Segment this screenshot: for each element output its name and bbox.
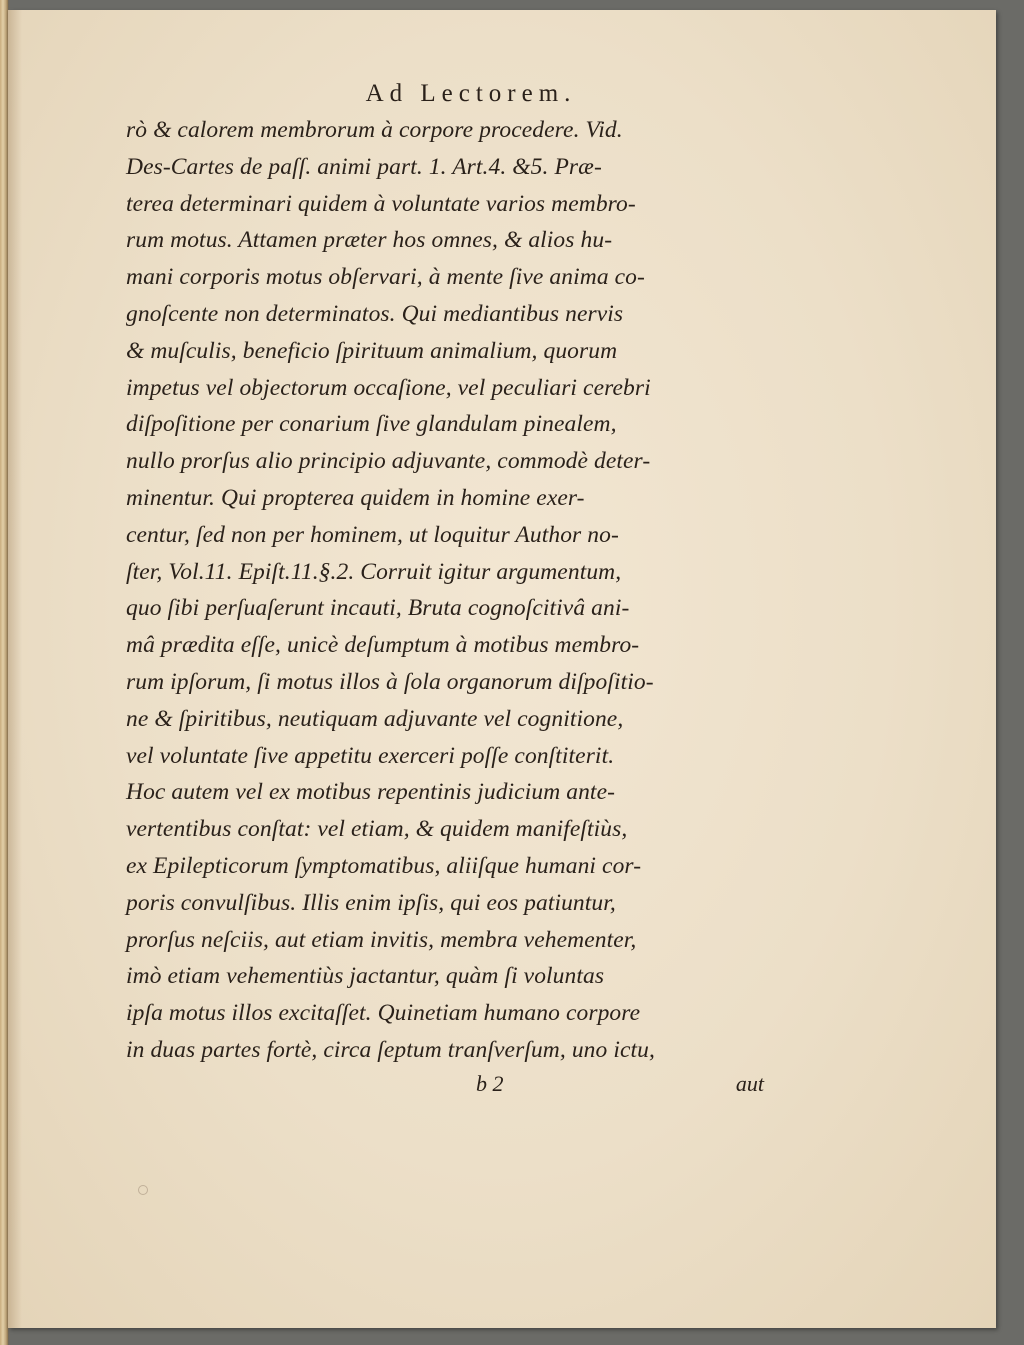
text-line: imò etiam vehementiùs jactantur, quàm ſi voluntas xyxy=(126,963,605,990)
text-line: centur, ſed non per hominem, ut loquitur Author no- xyxy=(126,521,619,548)
text-line: nullo prorſus alio principio adjuvante, commodè deter- xyxy=(126,448,651,475)
paper-speck xyxy=(138,1185,148,1195)
text-line: & muſculis, beneficio ſpirituum animalium, quorum xyxy=(126,337,618,364)
text-line: diſpoſitione per conarium ſive glandulam pinealem, xyxy=(126,411,617,438)
text-line: impetus vel objectorum occaſione, vel peculiari cerebri xyxy=(126,374,651,401)
text-line: rum ipſorum, ſi motus illos à ſola organorum diſpoſitio- xyxy=(126,668,654,695)
text-line: mâ prædita eſſe, unicè deſumptum à motibus membro- xyxy=(126,632,640,659)
text-line: rò & calorem membrorum à corpore procedere. Vid. xyxy=(126,117,623,143)
catchword: aut xyxy=(735,1070,764,1096)
text-line: rum motus. Attamen præter hos omnes, & alios hu- xyxy=(126,227,613,254)
text-line: gnoſcente non determinatos. Qui mediantibus nervis xyxy=(126,300,624,327)
page-footer xyxy=(126,1071,776,1103)
text-line: poris convulſibus. Illis enim ipſis, qui eos patiuntur, xyxy=(126,889,616,916)
text-line: Hoc autem vel ex motibus repentinis judicium ante- xyxy=(126,779,616,806)
text-line: ne & ſpiritibus, neutiquam adjuvante vel cognitione, xyxy=(126,705,624,732)
text-line: quo ſibi perſuaſerunt incauti, Bruta cognoſcitivâ ani- xyxy=(126,595,630,622)
signature-mark: b 2 xyxy=(476,1070,504,1096)
text-line: terea determinari quidem à voluntate varios membro- xyxy=(126,190,636,217)
running-head: Ad Lectorem. xyxy=(365,80,577,107)
text-line: ipſa motus illos excitaſſet. Quinetiam humano corpore xyxy=(126,1000,641,1027)
text-line: mani corporis motus obſervari, à mente ſive anima co- xyxy=(126,264,645,291)
text-line: minentur. Qui propterea quidem in homine exer- xyxy=(126,484,585,511)
text-line: in duas partes fortè, circa ſeptum tranſverſum, uno ictu, xyxy=(126,1036,655,1063)
page-text-block xyxy=(126,80,776,1103)
text-line: vel voluntate ſive appetitu exerceri poſſe conſtiterit. xyxy=(126,742,615,769)
text-line: prorſus neſciis, aut etiam invitis, membra vehementer, xyxy=(126,926,637,953)
text-line: ex Epilepticorum ſymptomatibus, aliiſque humani cor- xyxy=(126,852,642,879)
text-line: vertentibus conſtat: vel etiam, & quidem manifeſtiùs, xyxy=(126,816,628,843)
text-line: ſter, Vol.11. Epiſt.11.§.2. Corruit igitur argumentum, xyxy=(126,558,622,585)
book-spine-edge xyxy=(0,0,8,1345)
text-line: Des-Cartes de paſſ. animi part. 1. Art.4. &5. Præ- xyxy=(126,153,602,180)
